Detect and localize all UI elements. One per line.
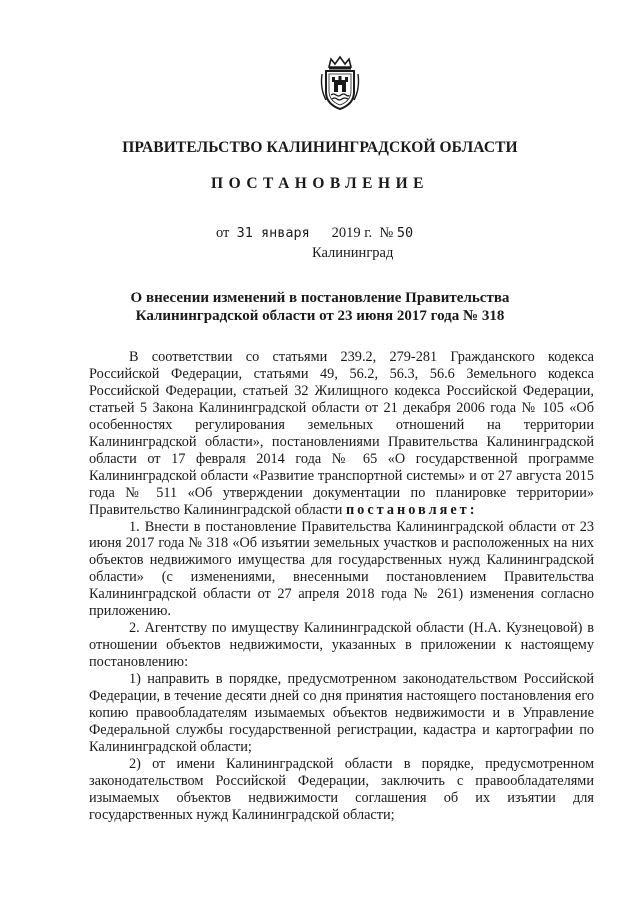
document-type: ПОСТАНОВЛЕНИЕ [211,175,429,192]
title-line-2: Калининградской области от 23 июня 2017 года № 318 [135,308,505,324]
date-line [216,225,413,242]
title-line-1: О внесении изменений в постановление Правительства [130,290,510,306]
subparagraph-2: 2) от имени Калининградской области в порядке, предусмотренном законодательством Российской Федерации, заключить с правообладателями изымаемых объектов недвижимости соглашения об их изъятии для государственных нужд Калининградской области; [89,755,594,823]
coat-of-arms-icon [317,54,363,112]
date-prefix: от [216,225,230,241]
document-body [89,349,594,824]
document-title [0,289,640,325]
city: Калининград [312,245,394,261]
decree-word: постановляет: [345,501,478,518]
preamble-text: В соответствии со статьями 239.2, 279-281 Гражданского кодекса Российской Федерации, статьями 49, 56.2, 56.3, 56.6 Земельного кодекса Российской Федерации, статьей 32 Жилищного кодекса Российской Федерации, статьей 5 Закона Калининградской области от 21 декабря 2006 года № 105 «Об особенностях регулирования земельных отношений на территории Калининградской области», постановлениями Правительства Калининградской области от 17 февраля 2014 года № 65 «О государственной программе Калининградской области «Развитие транспортной системы» и от 27 августа 2015 года № 511 «Об утверждении документации по планировке территории» Правительство Калининградской области [89,349,594,518]
document-number: 50 [396,225,414,241]
preamble-paragraph [89,349,594,519]
paragraph-2: 2. Агентству по имуществу Калининградской области (Н.А. Кузнецовой) в отношении объектов недвижимости, указанных в приложении к настоящему постановлению: [89,620,594,671]
date-year: 2019 г. [331,225,373,241]
number-sign: № [379,225,394,241]
date-day-month: 31 января [236,225,310,241]
paragraph-1: 1. Внести в постановление Правительства Калининградской области от 23 июня 2017 года № 318 «Об изъятии земельных участков и расположенных на них объектов недвижимого имущества для государственных нужд Калининградской области» (с изменениями, внесенными постановлением Правительства Калининградской области от 27 апреля 2018 года № 261) изменения согласно приложению. [89,518,594,620]
subparagraph-1: 1) направить в порядке, предусмотренном законодательством Российской Федерации, в течение десяти дней со дня принятия настоящего постановления его копию правообладателям изымаемых объектов недвижимости и в Управление Федеральной службы государственной регистрации, кадастра и картографии по Калининградской области; [89,671,594,755]
issuing-authority: ПРАВИТЕЛЬСТВО КАЛИНИНГРАДСКОЙ ОБЛАСТИ [122,139,518,156]
